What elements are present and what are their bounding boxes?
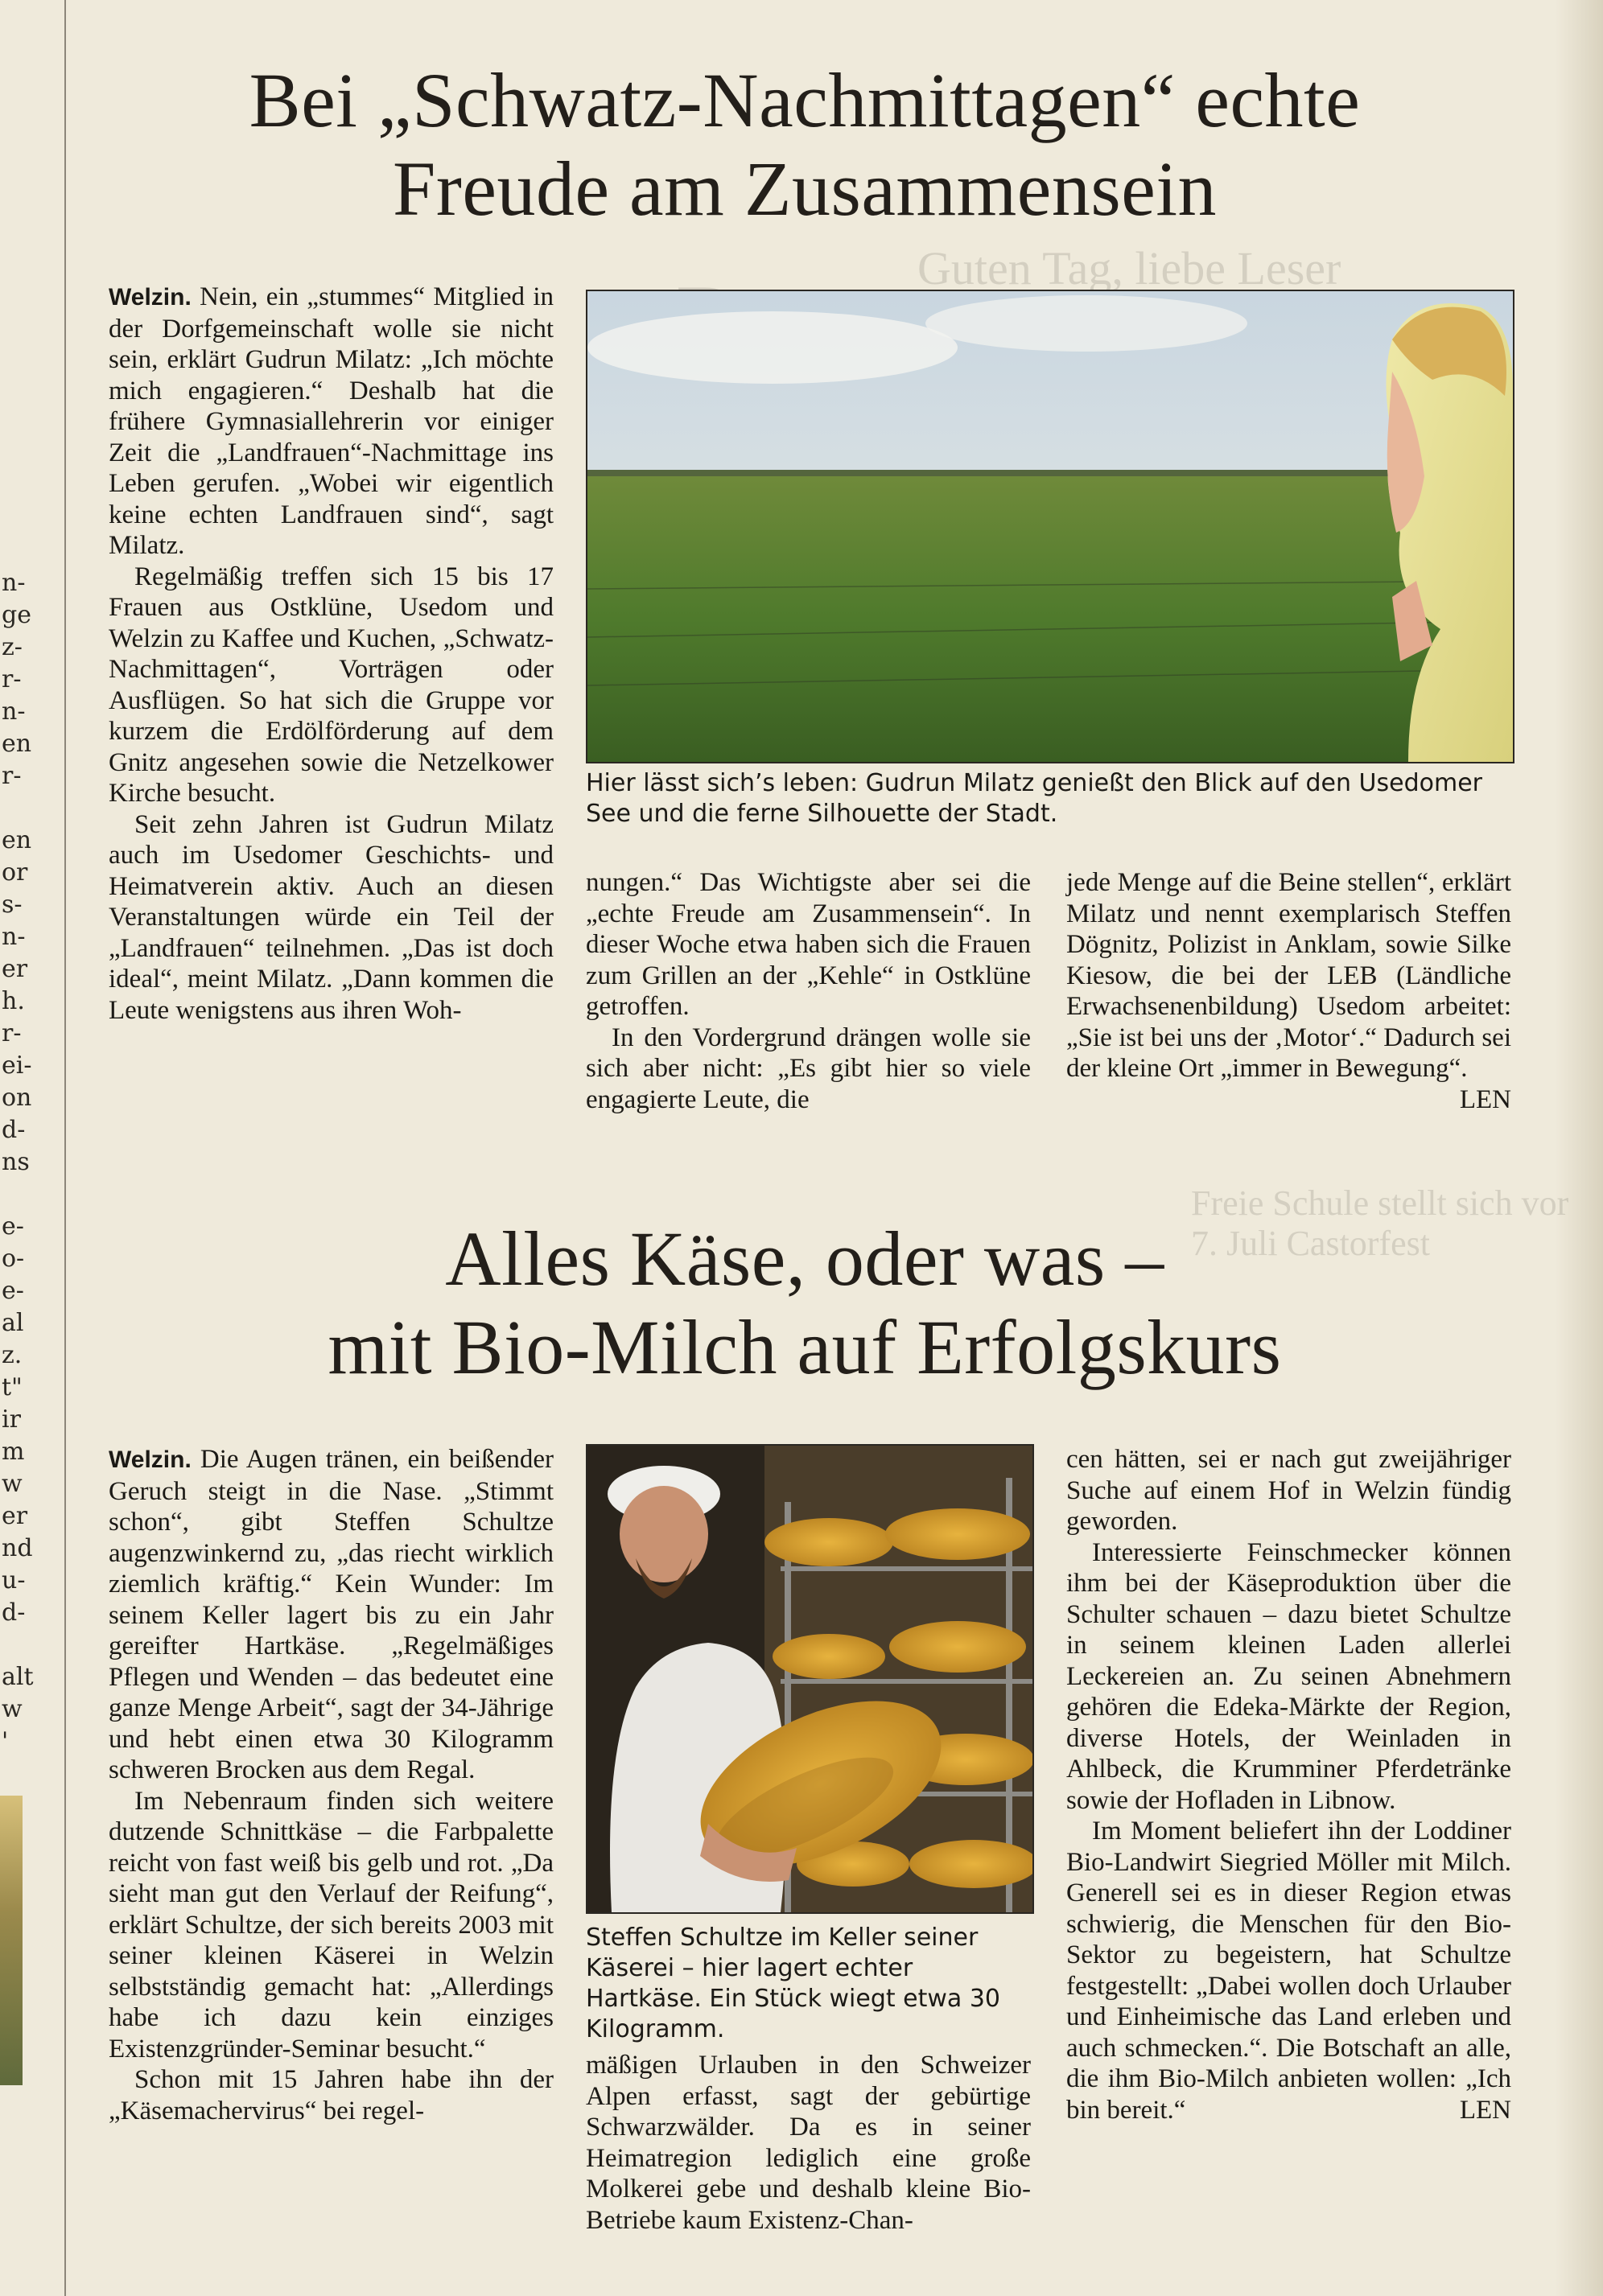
article1-paragraph: jede Menge auf die Beine stellen“, erklärt Milatz und nennt exemplarisch Steffen Dögnitz, Polizist in Anklam, sowie Silke Kiesow, die bei der LEB (Ländliche Erwachsenenbildung) Usedom arbeitet: „Sie ist bei uns der ‚Motor‘.“ Dadurch sei der kleine Ort „immer in Bewegung“. — [1066, 868, 1511, 1083]
article2-paragraph: Die Augen tränen, ein beißender Geruch steigt in die Nase. „Stimmt schon“, gibt Steffen Schultze augenzwinkernd zu, „das riecht wirklich ziemlich kräftig.“ Kein Wunder: Im seinem Keller lagert bis zu ein Jahr gereifter Hartkäse. „Regelmäßiges Pflegen und Wenden – das bedeutet eine ganze Menge Arbeit“, sagt der 34-Jährige und hebt einen etwa 30 Kilogramm schweren Brocken aus dem Regal. — [109, 1445, 554, 1784]
adjacent-column-text-fragment: d- — [2, 1599, 26, 1627]
adjacent-column-text-fragment: or — [2, 858, 28, 887]
adjacent-column-text-fragment: ' — [2, 1727, 9, 1755]
article2-paragraph: cen hätten, sei er nach gut zweijähriger Suche auf einem Hof in Welzin fündig geworden. — [1066, 1445, 1511, 1536]
adjacent-column-text-fragment: d- — [2, 1116, 26, 1144]
article2-headline-line1: Alles Käse, oder was – — [445, 1216, 1164, 1302]
adjacent-column-text-fragment: h. — [2, 987, 25, 1015]
adjacent-column-text-fragment: e- — [2, 1212, 24, 1241]
adjacent-column-text-fragment: n- — [2, 569, 26, 597]
adjacent-column-text-fragment: s- — [2, 891, 23, 919]
adjacent-column-text-fragment: w — [2, 1695, 23, 1723]
adjacent-column-text-fragment: er — [2, 1502, 28, 1530]
adjacent-column-text-fragment: n- — [2, 923, 26, 951]
adjacent-column-text-fragment: n- — [2, 697, 26, 726]
article1-column3 — [1066, 867, 1511, 1115]
article2-column1 — [109, 1444, 554, 2126]
adjacent-column-text-fragment: r- — [2, 665, 22, 693]
bleed-through-text: 7. Juli Castorfest — [1191, 1224, 1430, 1263]
adjacent-column-text-fragment: on — [2, 1084, 32, 1112]
article1-headline-line1: Bei „Schwatz-Nachmittagen“ echte — [249, 57, 1361, 143]
dateline: Welzin. — [109, 284, 192, 311]
adjacent-column-text-fragment: al — [2, 1309, 24, 1337]
article2-paragraph: Im Moment beliefert ihn der Loddiner Bio-Landwirt Siegried Möller mit Milch. Generell sei es in dieser Region etwas schwierig, die Menschen für den Bio-Sektor zu begeistern, hat Schultze festgestellt: „Dabei wollen doch Urlauber und Einheimische das Land erleben und auch schmecken.“. Die Botschaft an alle, die ihm Bio-Milch anbieten wollen: „Ich bin bereit.“ — [1066, 1817, 1511, 2125]
article1-paragraph: Regelmäßig treffen sich 15 bis 17 Frauen aus Ostklüne, Usedom und Welzin zu Kaffee und Kuchen, „Schwatz-Nachmittagen“, Vorträgen oder Ausflügen. So hat sich die Gruppe vor kurzem die Erdölförderung auf dem Gnitz angesehen sowie die Netzelkower Kirche besucht. — [109, 562, 554, 808]
adjacent-column-text-fragment: nd — [2, 1534, 33, 1562]
adjacent-column-text-fragment: e- — [2, 1277, 24, 1305]
bleed-through-text: Freie Schule stellt sich vor — [1191, 1183, 1569, 1223]
article1-column2 — [586, 867, 1031, 1115]
adjacent-column-text-fragment: ir — [2, 1405, 21, 1434]
author-signature: LEN — [1459, 1084, 1511, 1114]
article2-paragraph: Im Nebenraum finden sich weitere dutzende Schnittkäse – die Farbpalette reicht von fast weiß bis gelb und rot. „Da sieht man gut den Verlauf der Reifung“, erklärt Schultze, der sich bereits 2003 mit seiner kleinen Käserei in Welzin selbstständig gemacht hat: „Allerdings habe ich dazu kein einziges Existenzgründer-Seminar besucht.“ — [109, 1786, 554, 2064]
adjacent-column-text-fragment: u- — [2, 1566, 26, 1594]
adjacent-column-text-fragment: alt — [2, 1663, 34, 1691]
article1-photo-meadow — [586, 290, 1514, 763]
article1-paragraph: In den Vordergrund drängen wolle sie sich aber nicht: „Es gibt hier so viele engagierte Leute, die — [586, 1023, 1031, 1114]
adjacent-photo-fragment — [0, 1796, 23, 2085]
adjacent-column-text-fragment: en — [2, 730, 32, 758]
article2-paragraph: mäßigen Urlauben in den Schweizer Alpen erfasst, sagt der gebürtige Schwarzwälder. Da es in seiner Heimatregion lediglich eine große Molkerei gebe und deshalb kleine Bio-Betriebe kaum Existenz-Chan- — [586, 2051, 1031, 2235]
article1-photo-caption: Hier lässt sich’s leben: Gudrun Milatz genießt den Blick auf den Usedomer See und die ferne Silhouette der Stadt. — [586, 769, 1483, 828]
adjacent-column-text-fragment: ns — [2, 1148, 30, 1176]
article1-paragraph: Nein, ein „stummes“ Mitglied in der Dorfgemeinschaft wolle sie nicht sein, erklärt Gudrun Milatz: „Ich möchte mich engagieren.“ Deshalb hat die frühere Gymnasiallehrerin vor einiger Zeit die „Landfrauen“-Nachmittage ins Leben gerufen. „Wobei wir eigentlich keine echten Landfrauen sind“, sagt Milatz. — [109, 282, 554, 560]
article2-paragraph: Schon mit 15 Jahren habe ihn der „Käsemachervirus“ bei regel- — [109, 2065, 554, 2125]
paper-fold-shadow — [1555, 0, 1603, 2296]
dateline: Welzin. — [109, 1446, 192, 1473]
adjacent-column-text-fragment: z- — [2, 633, 23, 661]
article1-headline — [121, 56, 1489, 233]
bleed-through-text: Guten Tag, liebe Leser — [917, 242, 1341, 294]
article1-column1 — [109, 282, 554, 1026]
article2-headline — [121, 1215, 1489, 1392]
author-signature: LEN — [1459, 2095, 1511, 2125]
meadow-photo-graphic — [587, 291, 1513, 762]
article2-photo-caption: Steffen Schultze im Keller seiner Käserei – hier lagert echter Hartkäse. Ein Stück wiegt etwa 30 Kilogramm. — [586, 1924, 1001, 2043]
adjacent-column-text-fragment: m — [2, 1438, 25, 1466]
adjacent-column-fragment — [0, 0, 66, 2296]
article2-column3 — [1066, 1444, 1511, 2125]
adjacent-column-text-fragment: ge — [2, 601, 31, 629]
adjacent-column-text-fragment: er — [2, 955, 28, 983]
adjacent-column-text-fragment: o- — [2, 1245, 25, 1273]
adjacent-column-text-fragment: r- — [2, 1019, 22, 1047]
article2-column2 — [586, 2050, 1031, 2236]
adjacent-column-text-fragment: en — [2, 826, 32, 854]
adjacent-column-text-fragment: r- — [2, 762, 22, 790]
article2-headline-line2: mit Bio-Milch auf Erfolgskurs — [328, 1304, 1282, 1390]
article2-paragraph: Interessierte Feinschmecker können ihm bei der Käseproduktion über die Schulter schauen – dazu bietet Schultze in seinem kleinen Laden allerlei Leckereien an. Zu seinen Abnehmern gehören die Edeka-Märkte der Region, diverse Hotels, der Weinladen in Ahlbeck, die Krumminer Pferdetränke sowie der Hofladen in Libnow. — [1066, 1537, 1511, 1815]
article1-paragraph: nungen.“ Das Wichtigste aber sei die „echte Freude am Zusammensein“. In dieser Woche etwa haben sich die Frauen zum Grillen an der „Kehle“ in Ostklüne getroffen. — [586, 868, 1031, 1021]
article1-headline-line2: Freude am Zusammensein — [392, 146, 1218, 232]
adjacent-column-text-fragment: t" — [2, 1373, 23, 1401]
cheese-cellar-photo-graphic — [587, 1446, 1032, 1912]
article2-photo-cheese-cellar — [586, 1444, 1034, 1914]
article1-paragraph: Seit zehn Jahren ist Gudrun Milatz auch im Usedomer Geschichts- und Heimatverein aktiv. Auch an diesen Veranstaltungen würde ein Teil der „Landfrauen“ teilnehmen. „Das ist doch ideal“, meint Milatz. „Dann kommen die Leute wenigstens aus ihren Woh- — [109, 809, 554, 1025]
adjacent-column-text-fragment: ei- — [2, 1051, 32, 1080]
adjacent-column-text-fragment: z. — [2, 1341, 23, 1369]
adjacent-column-text-fragment: w — [2, 1470, 23, 1498]
